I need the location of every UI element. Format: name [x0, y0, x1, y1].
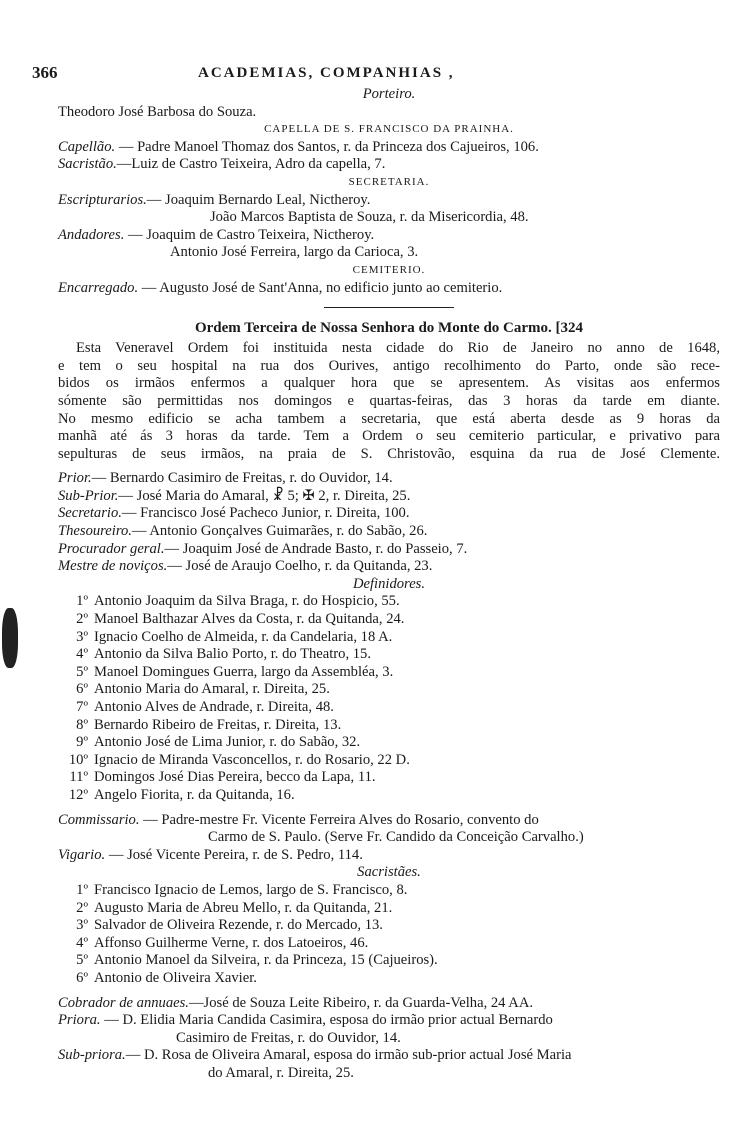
entry-label: Sub-priora. — [58, 1047, 126, 1064]
cemiterio-heading: CEMITERIO. — [352, 263, 426, 276]
list-item — [58, 769, 720, 787]
entry-label: Encarregado. — [58, 279, 139, 296]
commissario-cont: Carmo de S. Paulo. (Serve Fr. Candido da Conceição Carvalho.) — [208, 829, 584, 846]
item-text: Antonio Joaquim da Silva Braga, r. do Hospicio, 55. — [94, 593, 400, 610]
officer-entry — [58, 470, 720, 488]
secretaria-heading: SECRETARIA. — [348, 175, 430, 188]
subpriora-cont: do Amaral, r. Direita, 25. — [208, 1064, 354, 1081]
list-item — [58, 952, 720, 970]
item-number: 11º — [69, 769, 88, 786]
running-header — [32, 60, 720, 86]
list-item — [58, 593, 720, 611]
item-number: 2º — [76, 611, 88, 628]
entry-text: — José de Araujo Coelho, r. da Quitanda, 23. — [167, 558, 433, 575]
andadores-cont: Antonio José Ferreira, largo da Carioca, 3. — [170, 244, 419, 261]
item-number: 1º — [76, 593, 88, 610]
item-text: Antonio Maria do Amaral, r. Direita, 25. — [94, 681, 330, 698]
cobrador-entry — [58, 995, 720, 1013]
section-divider — [324, 307, 454, 308]
entry-text: — Antonio Gonçalves Guimarães, r. do Sabão, 26. — [131, 523, 428, 540]
list-item — [58, 882, 720, 900]
item-number: 6º — [76, 681, 88, 698]
entry-text: — D. Rosa de Oliveira Amaral, esposa do irmão sub-prior actual José Maria — [125, 1047, 572, 1064]
entry-label: Secretario. — [58, 505, 122, 522]
subpriora-entry — [58, 1047, 720, 1065]
item-number: 3º — [76, 917, 88, 934]
item-text: Augusto Maria de Abreu Mello, r. da Quitanda, 21. — [94, 899, 393, 916]
entry-text: — Joaquim Bernardo Leal, Nictheroy. — [146, 191, 371, 208]
entry-label: Vigario. — [58, 846, 106, 863]
entry-text: — Augusto José de Sant'Anna, no edificio junto ao cemiterio. — [138, 279, 503, 296]
paragraph-line: e tem o seu hospital na rua dos Ourives, antigo recolhimento do Parto, onde são rece- — [58, 357, 720, 374]
entry-label: Cobrador de annuaes. — [58, 994, 189, 1011]
porteiro-name: Theodoro José Barbosa do Souza. — [58, 103, 257, 120]
item-text: Domingos José Dias Pereira, becco da Lapa, 11. — [94, 769, 376, 786]
paragraph-line: manhã até ás 3 horas da tarde. Tem a Ordem o seu cemiterio particular, e privativo para — [58, 428, 720, 445]
entry-label: Procurador geral. — [58, 540, 165, 557]
entry-label: Sub-Prior. — [58, 487, 119, 504]
entry-text: —Luiz de Castro Teixeira, Adro da capella, 7. — [116, 156, 386, 173]
item-number: 1º — [76, 881, 88, 898]
list-item — [58, 681, 720, 699]
encarregado-entry — [58, 280, 720, 298]
officers-list — [58, 470, 720, 576]
ordem-title: Ordem Terceira de Nossa Senhora do Monte do Carmo. [324 — [194, 320, 584, 337]
item-text: Antonio Alves de Andrade, r. Direita, 48. — [94, 699, 334, 715]
item-text: Ignacio Coelho de Almeida, r. da Candelaria, 18 A. — [94, 628, 393, 645]
officer-entry — [58, 541, 720, 559]
list-item — [58, 629, 720, 647]
sacristaes-heading: Sacristães. — [357, 864, 421, 881]
item-number: 4º — [76, 646, 88, 663]
list-item — [58, 900, 720, 918]
item-text: Antonio José de Lima Junior, r. do Sabão, 32. — [94, 734, 361, 751]
list-item — [58, 970, 720, 988]
page-stain — [2, 608, 18, 668]
item-number: 7º — [76, 699, 88, 715]
item-number: 10º — [68, 751, 88, 768]
entry-label: Commissario. — [58, 811, 140, 828]
entry-label: Andadores. — [58, 226, 125, 243]
paragraph-line: bidos os irmãos enfermos a qualquer hora que se apresentem. As visitas aos enfermos — [58, 375, 720, 392]
item-text: Ignacio de Miranda Vasconcellos, r. do Rosario, 22 D. — [94, 751, 410, 768]
sacristaes-list — [58, 882, 720, 988]
item-text: Antonio de Oliveira Xavier. — [94, 969, 257, 986]
item-number: 3º — [76, 628, 88, 645]
item-text: Francisco Ignacio de Lemos, largo de S. Francisco, 8. — [94, 881, 408, 898]
paragraph-line: No mesmo edificio se acha tambem a secretaria, que está aberta desde as 9 horas da — [58, 410, 720, 427]
entry-text: — Francisco José Pacheco Junior, r. Direita, 100. — [121, 505, 410, 522]
item-number: 4º — [76, 934, 88, 951]
list-item — [58, 917, 720, 935]
entry-text: — Joaquim de Castro Teixeira, Nictheroy. — [124, 226, 375, 243]
item-number: 2º — [76, 899, 88, 916]
list-item — [58, 935, 720, 953]
item-number: 5º — [76, 663, 88, 680]
running-title: ACADEMIAS, COMPANHIAS , — [198, 65, 455, 81]
item-number: 6º — [76, 969, 88, 986]
item-number: 9º — [76, 734, 88, 751]
priora-cont: Casimiro de Freitas, r. do Ouvidor, 14. — [176, 1029, 401, 1046]
item-text: Manoel Balthazar Alves da Costa, r. da Quitanda, 24. — [94, 611, 405, 628]
item-number: 5º — [76, 952, 88, 969]
item-text: Manoel Domingues Guerra, largo da Assembléa, 3. — [94, 663, 394, 680]
entry-label: Capellão. — [58, 138, 116, 155]
item-number: 12º — [68, 786, 88, 803]
andadores-entry — [58, 227, 720, 245]
escripturarios-cont: João Marcos Baptista de Souza, r. da Misericordia, 48. — [210, 209, 529, 226]
entry-text: —José de Souza Leite Ribeiro, r. da Guarda-Velha, 24 AA. — [188, 994, 534, 1011]
entry-text: — D. Elidia Maria Candida Casimira, esposa do irmão prior actual Bernardo — [100, 1012, 553, 1029]
sacristao-entry — [58, 156, 720, 174]
item-text: Affonso Guilherme Verne, r. dos Latoeiros, 46. — [94, 934, 369, 951]
list-item — [58, 699, 720, 717]
officer-entry — [58, 558, 720, 576]
item-text: Angelo Fiorita, r. da Quitanda, 16. — [94, 786, 295, 803]
entry-label: Mestre de noviços. — [58, 558, 168, 575]
vigario-entry — [58, 847, 720, 865]
entry-label: Escripturarios. — [58, 191, 147, 208]
entry-label: Priora. — [58, 1012, 101, 1029]
officer-entry — [58, 523, 720, 541]
escripturarios-entry — [58, 192, 720, 210]
officer-entry — [58, 488, 720, 506]
entry-text: — José Maria do Amaral, ☧ 5; ✠ 2, r. Direita, 25. — [118, 487, 411, 504]
list-item — [58, 664, 720, 682]
capella-heading: CAPELLA DE S. FRANCISCO DA PRAINHA. — [264, 123, 514, 136]
list-item — [58, 646, 720, 664]
item-text: Bernardo Ribeiro de Freitas, r. Direita, 13. — [94, 716, 342, 733]
page-number: 366 — [32, 63, 58, 82]
capellao-entry — [58, 139, 720, 157]
document-page — [32, 60, 720, 1082]
list-item — [58, 752, 720, 770]
item-text: Antonio da Silva Balio Porto, r. do Theatro, 15. — [94, 646, 371, 663]
officer-entry — [58, 505, 720, 523]
list-item — [58, 787, 720, 805]
entry-text: — Joaquim José de Andrade Basto, r. do Passeio, 7. — [164, 540, 468, 557]
list-item — [58, 611, 720, 629]
entry-text: — Padre-mestre Fr. Vicente Ferreira Alves do Rosario, convento do — [139, 811, 539, 828]
paragraph-line: Esta Veneravel Ordem foi instituida nesta cidade do Rio de Janeiro no anno de 1648, — [76, 340, 720, 357]
item-text: Salvador de Oliveira Rezende, r. do Mercado, 13. — [94, 917, 383, 934]
list-item — [58, 717, 720, 735]
entry-text: — José Vicente Pereira, r. de S. Pedro, 114. — [105, 846, 363, 863]
entry-label: Thesoureiro. — [58, 523, 132, 540]
priora-entry — [58, 1012, 720, 1030]
ordem-paragraph — [58, 340, 720, 463]
entry-label: Prior. — [58, 470, 92, 487]
definidores-list — [58, 593, 720, 804]
commissario-entry — [58, 812, 720, 830]
entry-text: — Padre Manoel Thomaz dos Santos, r. da Princeza dos Cajueiros, 106. — [115, 138, 539, 155]
entry-label: Sacristão. — [58, 156, 117, 173]
porteiro-heading: Porteiro. — [362, 86, 416, 102]
list-item — [58, 734, 720, 752]
paragraph-line: sómente são permittidas nos domingos e quartas-feiras, das 3 horas da tarde em diante. — [58, 392, 720, 409]
entry-text: — Bernardo Casimiro de Freitas, r. do Ouvidor, 14. — [91, 470, 393, 487]
definidores-heading: Definidores. — [352, 575, 425, 592]
item-number: 8º — [76, 716, 88, 733]
paragraph-line: sepulturas de seus irmãos, na praia de S. Christovão, esquina da rua de José Clemente. — [58, 445, 720, 462]
item-text: Antonio Manoel da Silveira, r. da Princeza, 15 (Cajueiros). — [94, 952, 438, 969]
